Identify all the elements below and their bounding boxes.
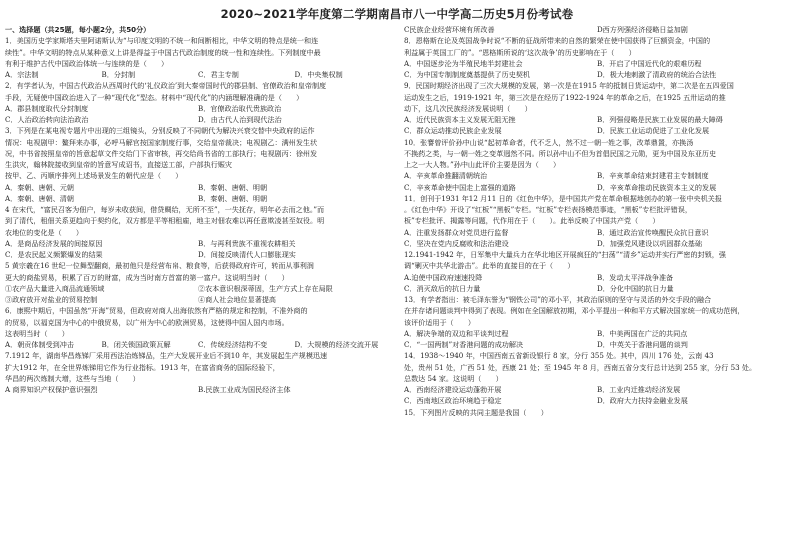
question-text: 该评价适用于（ ）: [404, 317, 475, 327]
question-text: 运动发生之后，1919-1921 年，第三次是在经历了1922-1924 年的革命之后，在1925 五卅运动的推: [404, 92, 726, 102]
question-text: 在并存诸问题谈判中得到了表现。例如在全国解放初期，邓小平提出一种和平方式解决国家统一的成功范例，: [404, 306, 745, 316]
question-text: 续性”。中华文明的特点从某种意义上讲是得益于中国古代政治制度的统一性和连续性。下列制度中最: [5, 47, 321, 57]
option-b[interactable]: B．辛亥革命结束封建君主专制制度: [597, 171, 709, 181]
options-row: [5, 103, 391, 114]
question-text: 更大的商盐贸易，积累了百万的财富，成为当时南方首富的第一富户。这说明当时（ ）: [5, 272, 289, 282]
options-row: [404, 58, 790, 69]
option-c[interactable]: A．秦朝、唐朝、清朝: [5, 193, 74, 203]
option-a[interactable]: A．辛亥革命推翻清朝统治: [404, 171, 488, 181]
question-text: 况，中书省按照皇帝的旨意起草文件交给门下省审核，再交给尚书省的工部执行；电视剧丙：徐州发: [5, 148, 318, 158]
question-text: 2．有学者认为，中国古代政治从西周时代的‘礼仪政治’到大秦帝国时代的郡县制、官僚政治和皇帝制度: [5, 81, 327, 91]
options-row: [5, 193, 391, 204]
options-row: [404, 182, 790, 193]
option-c[interactable]: C．“一国两制”对香港问题的成功解决: [404, 340, 524, 349]
option-c[interactable]: C．群众运动推动民族企业发展: [404, 126, 502, 136]
question-text: 12.1941-1942 年，日军集中大量兵力在华北地区开展疯狂的“扫荡”“清乡”运动并实行严密的封锁，强: [404, 250, 726, 259]
option-a[interactable]: A．秦朝、唐朝、元朝: [5, 182, 74, 192]
option-a[interactable]: A．郡县制度取代分封制度: [5, 103, 89, 113]
option-c[interactable]: C．坚决在党内反腐败和法治建设: [404, 238, 509, 248]
question-4: [5, 204, 391, 260]
question-text: 处，贵州 51 处，广西 51 处，西康 21 处；至 1945 年 8 月，西南五省分支行总计达到 255 家，分行 53 处。: [404, 362, 757, 372]
option-b[interactable]: B．与再利贵族不重视农耕相关: [198, 238, 296, 248]
question-text: 情况：电视剧甲：鳌拜来办事，必呼马解官按国家制度行事，交给皇帝裁决；电视剧乙：满州发生状: [5, 137, 318, 147]
question-text: 13．有学者指出：被毛泽东誉为“钢铁公司”的邓小平，其政治原则的坚守与灵活的外交手段的融合: [404, 295, 712, 304]
question-13: [404, 294, 790, 350]
option-a[interactable]: A．近代民族资本主义发展无阻无挫: [404, 115, 516, 124]
option-a[interactable]: A．朝贡体制受到冲击: [5, 340, 74, 349]
option-a[interactable]: A．注重发扬群众对党员进行监督: [404, 227, 509, 237]
question-text: 9．民国时期经济出现了三次大规模的发展，第一次是在1915 年的抵制日货运动中，第二次是在五四爱国: [404, 81, 734, 91]
option-d[interactable]: D．分化中国的抗日力量: [597, 283, 674, 293]
options-row: [5, 114, 391, 125]
question-text: 10．张謇曾评价孙中山说“起初革命者，代不乏人，然不过一朝一姓之事，改革鼎置，亦换汤: [404, 137, 694, 147]
option-c[interactable]: C．传统经济结构不变: [198, 340, 268, 349]
options-row: [404, 238, 790, 249]
question-text: 11．创刊于1931 年12 月11 日的《红色中华》，是中国共产党在革命根据地创办的第一张中央机关报: [404, 193, 722, 203]
question-text: 总数达 54 家。这说明（ ）: [404, 373, 503, 383]
option-2[interactable]: ②农本意识根深蒂固，生产方式上存在局限: [198, 283, 333, 293]
option-a[interactable]: A 商界知识产权保护意识强烈: [5, 385, 98, 394]
options-row: [404, 395, 790, 406]
question-text: 7.1912 年，湖南华昌炼锑厂采用西法冶炼锑品，生产大发展开业后不到10 年，其发展起生产规模迅速: [5, 351, 328, 361]
question-text: 这表明当时（ ）: [5, 328, 69, 338]
option-b[interactable]: B．工业内迁推动经济发展: [597, 385, 681, 394]
options-row: [404, 339, 790, 350]
question-15: [404, 407, 790, 418]
option-b[interactable]: B．官僚政治取代贵族政治: [198, 103, 282, 113]
option-b[interactable]: B．发动太平洋战争准备: [597, 272, 674, 282]
question-12: [404, 249, 790, 294]
option-d[interactable]: D．中英关于香港问题的谈判: [597, 340, 688, 349]
options-row: [5, 249, 391, 260]
option-1[interactable]: ①农产品大量进入商品流通领域: [5, 283, 105, 293]
question-1: [5, 35, 391, 80]
question-text: 板”专栏批评、揭露等问题，代作用在于（ ）。此举反映了中国共产党（ ）: [404, 216, 660, 226]
option-d[interactable]: D．间接反映清代人口膨胀现实: [198, 250, 296, 259]
options-row: [404, 69, 790, 80]
question-text: 有利于维护古代中国政治体统一与连续的是（ ）: [5, 58, 169, 68]
question-3: [5, 125, 391, 204]
option-a[interactable]: A．宗法制: [5, 70, 39, 79]
question-text: 的贸易，以福克国为中心的中俄贸易，以广州为中心的欧洲贸易，这使得中国人国内市场。: [5, 317, 289, 327]
option-c[interactable]: C民族企业经营环境有所改善: [404, 25, 495, 34]
left-column: [5, 24, 391, 558]
question-7: [5, 350, 391, 395]
option-a[interactable]: A．是商品经济发展的间接原因: [5, 238, 103, 248]
question-text: 华昌的两次炼制大增，这些与当地（ ）: [5, 373, 140, 383]
options-row: [5, 182, 391, 193]
options-row: [5, 69, 391, 80]
option-a[interactable]: A．中国逐步沦为半殖民地半封建社会: [404, 58, 523, 68]
options-row: [5, 294, 391, 305]
question-text: 按甲、乙、丙顺序排列上述场景发生的朝代应是（ ）: [5, 171, 183, 181]
options-row: [404, 170, 790, 181]
question-text: 不换药之类，与一朝一姓之变革迥然不同。所以孙中山不但为首倡民国之元勋，更为中国及东亚历史: [404, 148, 717, 158]
option-a[interactable]: A.迫使中国政府速速投降: [404, 272, 483, 282]
option-d[interactable]: D．大规模的经济交流开展: [294, 340, 379, 349]
option-3[interactable]: ③政府放开对盐业的贸易控制: [5, 295, 98, 304]
question-text: 8．恩格斯在论及英国战争时说“不断的征战所带来的自然的繁荣在使中国获得了巨额资金，中国的: [404, 36, 711, 46]
option-c[interactable]: C．西南地区政治环境趋于稳定: [404, 396, 502, 406]
option-d[interactable]: D．极大地刺激了清政府的统治合法性: [597, 70, 717, 79]
options-row: [404, 283, 790, 294]
options-row: [404, 328, 790, 339]
option-d[interactable]: D．政府大力扶持金融业发展: [597, 396, 688, 406]
question-9: [404, 80, 790, 136]
question-text: 扩大1912 年，在全世界炼锑用它作为行业指标。1913 年，在富省商务的国际经验下，: [5, 362, 280, 372]
question-text: 调“剿灭中共华北游击”。此举的直接目的在于（ ）: [404, 261, 575, 271]
options-row: [404, 125, 790, 136]
question-11: [404, 193, 790, 249]
option-c[interactable]: C．为中国专制制度奠基提供了历史契机: [404, 70, 531, 79]
question-text: 3．下列是在某电视专题片中出现的三组镜头，分别反映了不同朝代为解决兴衰交替中央政府的运作: [5, 126, 315, 136]
options-row: [5, 384, 391, 395]
options-row: [404, 114, 790, 125]
right-column: [404, 24, 790, 558]
options-row: [404, 272, 790, 283]
question-10: [404, 137, 790, 193]
options-row: [404, 384, 790, 395]
option-b[interactable]: B．分封制: [101, 70, 136, 79]
question-text: 5 黄宗羲在16 世纪一位舞型翻商，最初他只是经营布帛、粮食等，后获得政府许可，转而从事利润: [5, 261, 314, 271]
option-c[interactable]: C．是农民起义频繁爆发的结果: [5, 250, 103, 259]
question-text: 上之一大人物。”孙中山此评价主要是因为（ ）: [404, 160, 561, 169]
options-row: [404, 227, 790, 238]
option-4[interactable]: ④商人社会地位显著提高: [198, 295, 277, 304]
question-text: 。《红色中华》开设了“红板”“黑板”专栏。“红板”专栏表扬模范事迹，“黑板”专栏批评错误，: [404, 205, 692, 214]
question-text: 生洪灾，翰林院接收到皇帝的旨意写成诏书，直接送工部，户部执行赈灾: [5, 160, 232, 169]
option-d[interactable]: D．民族工业运动促进了工业化发展: [597, 126, 710, 136]
page-title: 2020~2021学年度第二学期南昌市八一中学高二历史5月份考试卷: [220, 7, 574, 21]
option-b[interactable]: B．列强侵略是民族工业发展的最大障碍: [597, 115, 723, 124]
question-text: 动下，这几次民族经济发展说明（ ）: [404, 103, 532, 113]
option-c[interactable]: C．人治政治转向法治政治: [5, 115, 89, 124]
question-text: 1．美国历史学家斯塔夫里阿诺斯认为“与印度文明的不统一和间断相比，中华文明的特点是统一和连: [5, 36, 319, 46]
question-text: 利益属于英国工厂的”。“恩格斯所说的‘这次战争’的历史影响在于（ ）: [404, 47, 636, 57]
option-c[interactable]: C．消灭敌后的抗日力量: [404, 283, 481, 293]
option-d[interactable]: D．辛亥革命推动民族资本主义的发展: [597, 182, 717, 192]
option-c[interactable]: C．君主专制: [198, 70, 239, 79]
question-text: 4 在宋代，“富民召客为佃户，每岁未收获间，借贷赒给，无所不至”，一失抚存，明年必去而之他。”而: [5, 205, 325, 214]
question-2: [5, 80, 391, 125]
option-c[interactable]: C．辛亥革命使中国走上富强的道路: [404, 182, 516, 192]
question-8: [404, 35, 790, 80]
question-text: 手段，无疑使中国政治进入了一种“现代化”型态。材料中“现代化”的内涵理解准确的是（ ）: [5, 92, 304, 102]
option-d[interactable]: D．中央集权制: [294, 70, 343, 79]
option-a[interactable]: A．解决争端的双边和平谈判过程: [404, 328, 509, 338]
question-14: [404, 350, 790, 406]
option-b[interactable]: B．中美两国在广泛的共同点: [597, 328, 688, 338]
options-row: [5, 238, 391, 249]
options-row: [404, 24, 790, 35]
option-d[interactable]: D．加强党风建设以巩固群众基础: [597, 238, 702, 248]
option-b[interactable]: B．闭关锁国政策瓦解: [101, 340, 171, 349]
question-text: 15．下列图片反映的共同主题是我国（ ）: [404, 407, 548, 417]
option-b[interactable]: B．通过政治宣传唤醒民众抗日意识: [597, 227, 709, 237]
option-b[interactable]: B．开启了中国近代化的艰难历程: [597, 58, 702, 68]
question-5: [5, 260, 391, 305]
question-text: 农地位的变化是（ ）: [5, 227, 84, 237]
option-d[interactable]: B．秦朝、唐朝、明朝: [198, 193, 268, 203]
section-heading: 一、选择题（共25题，每小题2分，共50分）: [5, 25, 151, 34]
option-b[interactable]: B．秦朝、唐朝、明朝: [198, 182, 268, 192]
options-row: [5, 339, 391, 350]
question-text: 6．康熙中期后，中国虽然“开海”贸易，但政府对商人出海依然有严格的规定和控制，不准外商的: [5, 306, 308, 316]
question-6: [5, 305, 391, 350]
option-b[interactable]: B.民族工业成为国民经济主体: [198, 385, 291, 394]
option-d[interactable]: D．由古代人治到现代法治: [198, 115, 282, 124]
question-text: 到了清代，租佃关系更趋向于契约化，双方都是平等相租雇，地主对佃农难以再任意欺凌甚至奴役。明: [5, 216, 325, 226]
question-text: 14．1938～1940 年，中国西南五省新设银行 8 家，分行 355 处。其中，四川 176 处，云南 43: [404, 351, 714, 361]
option-d[interactable]: D西方列强经济侵略日益加剧: [597, 25, 688, 34]
option-a[interactable]: A．西南经济建设运动蓬勃开展: [404, 385, 502, 394]
options-row: [5, 283, 391, 294]
